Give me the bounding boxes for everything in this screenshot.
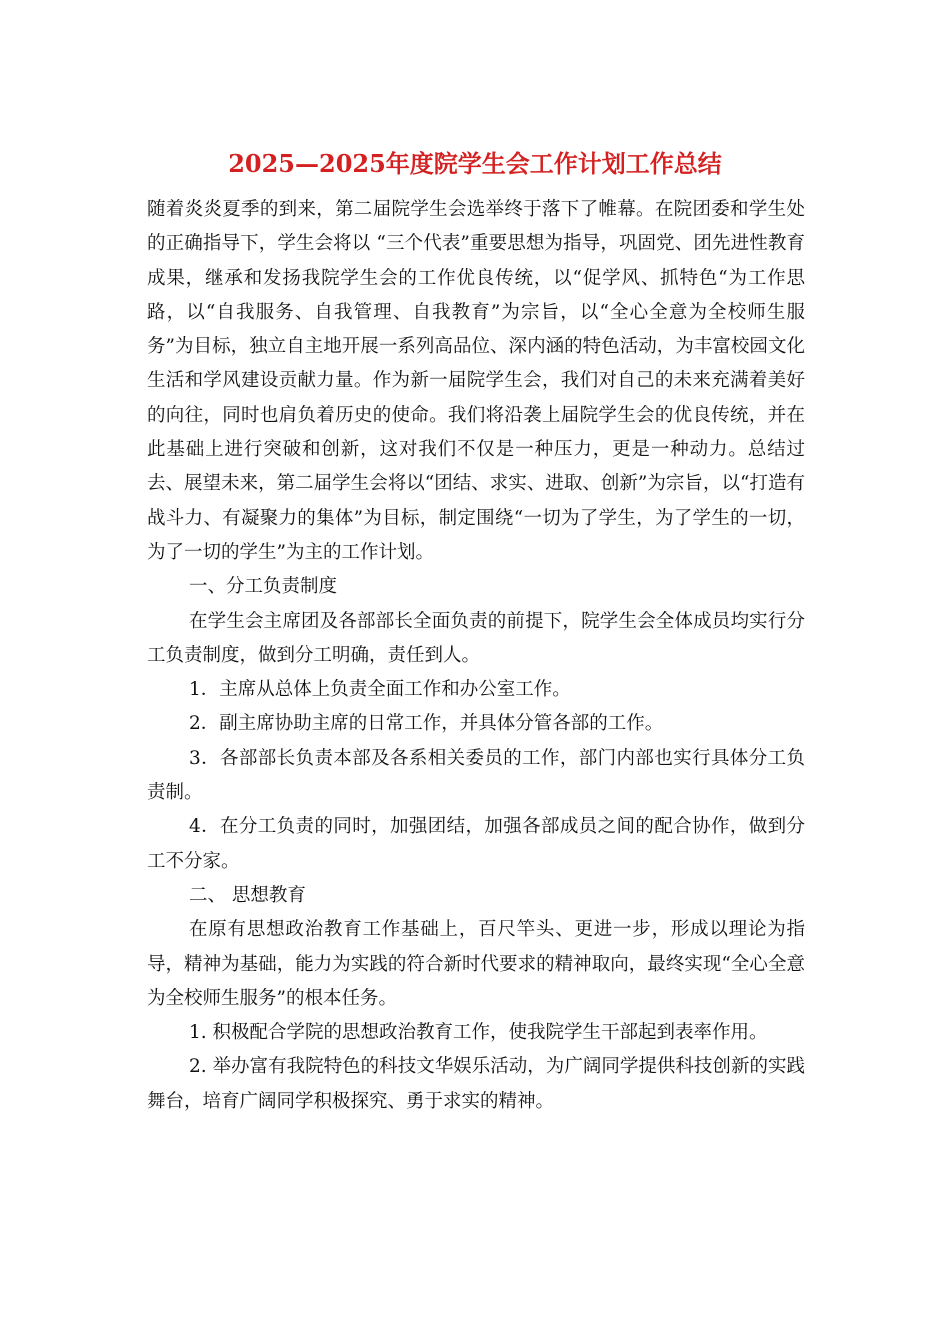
list-item: 4．在分工负责的同时，加强团结，加强各部成员之间的配合协作，做到分工不分家。 — [147, 816, 805, 872]
document-title: 2025—2025年度院学生会工作计划工作总结 — [228, 149, 722, 178]
paragraph: 在学生会主席团及各部部长全面负责的前提下，院学生会全体成员均实行分工负责制度，做到分工明确，责任到人。 — [147, 610, 805, 666]
list-item: 2．副主席协助主席的日常工作，并具体分管各部的工作。 — [189, 713, 664, 735]
list-item: 2. 举办富有我院特色的科技文华娱乐活动，为广阔同学提供科技创新的实践舞台，培育广阔同学积极探究、勇于求实的精神。 — [147, 1056, 805, 1112]
document-body — [147, 193, 805, 1119]
paragraph: 在原有思想政治教育工作基础上，百尺竿头、更进一步，形成以理论为指导，精神为基础，能力为实践的符合新时代要求的精神取向，最终实现“全心全意为全校师生服务”的根本任务。 — [147, 919, 805, 1009]
list-item: 1．主席从总体上负责全面工作和办公室工作。 — [189, 679, 571, 701]
section-heading-ideological-education: 二、 思想教育 — [189, 884, 306, 906]
list-item: 3．各部部长负责本部及各系相关委员的工作，部门内部也实行具体分工负责制。 — [147, 747, 805, 804]
intro-paragraph: 随着炎炎夏季的到来，第二届院学生会选举终于落下了帷幕。在院团委和学生处的正确指导下，学生会将以 “三个代表”重要思想为指导，巩固党、团先进性教育成果，继承和发扬我院学生会的工作优良传统，以“促学风、抓特色“为工作思路，以“自我服务、自我管理、自我教育”为宗旨，以“全心全意为全校师生服务”为目标，独立自主地开展一系列高品位、深内涵的特色活动，为丰富校园文化生活和学风建设贡献力量。作为新一届院学生会，我们对自己的未来充满着美好的向往，同时也肩负着历史的使命。我们将沿袭上届院学生会的优良传统，并在此基础上进行突破和创新，这对我们不仅是一种压力，更是一种动力。总结过去、展望未来，第二届学生会将以“团结、求实、进取、创新”为宗旨，以“打造有战斗力、有凝聚力的集体”为目标，制定围绕“一切为了学生，为了学生的一切，为了一切的学生”为主的工作计划。 — [147, 199, 805, 563]
section-heading-division-of-labor: 一、分工负责制度 — [189, 576, 338, 598]
list-item: 1. 积极配合学院的思想政治教育工作，使我院学生干部起到表率作用。 — [189, 1022, 768, 1044]
